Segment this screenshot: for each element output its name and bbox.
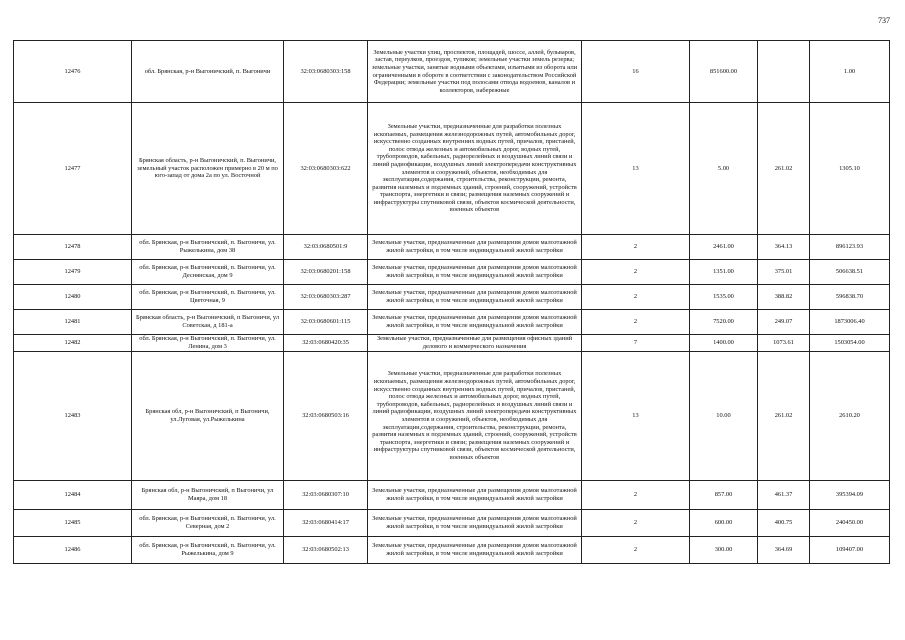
area-cell: 851600.00 bbox=[690, 41, 758, 103]
row-number: 12479 bbox=[14, 260, 132, 285]
row-number: 12481 bbox=[14, 310, 132, 335]
area-cell: 1400.00 bbox=[690, 335, 758, 352]
row-number: 12483 bbox=[14, 352, 132, 481]
address-cell: обл. Брянская, р-н Выгоничский, п. Выгоничи, ул. Деснянская, дом 9 bbox=[132, 260, 284, 285]
cadastral-number-cell: 32:03:0680307:10 bbox=[284, 481, 368, 510]
specific-value-cell bbox=[758, 41, 810, 103]
cadastral-value-cell: 506638.51 bbox=[810, 260, 890, 285]
cadastral-number-cell: 32:03:0680503:16 bbox=[284, 352, 368, 481]
group-code-cell: 13 bbox=[582, 103, 690, 235]
specific-value-cell: 364.13 bbox=[758, 235, 810, 260]
row-number: 12476 bbox=[14, 41, 132, 103]
row-number: 12484 bbox=[14, 481, 132, 510]
land-use-cell: Земельные участки, предназначенные для размещения домов малоэтажной жилой застройки, в том числе индивидуальной жилой застройки bbox=[368, 510, 582, 537]
cadastral-number-cell: 32:03:0680601:115 bbox=[284, 310, 368, 335]
specific-value-cell: 1073.61 bbox=[758, 335, 810, 352]
address-cell: обл. Брянская, р-н Выгоничский, п. Выгоничи bbox=[132, 41, 284, 103]
table-row bbox=[14, 481, 890, 510]
area-cell: 7520.00 bbox=[690, 310, 758, 335]
land-use-cell: Земельные участки, предназначенные для размещения домов малоэтажной жилой застройки, в том числе индивидуальной жилой застройки bbox=[368, 260, 582, 285]
area-cell: 600.00 bbox=[690, 510, 758, 537]
address-cell: Брянская область, р-н Выгоничский, п Выгоничи, ул Советская, д 181-а bbox=[132, 310, 284, 335]
area-cell: 300.00 bbox=[690, 537, 758, 564]
cadastral-value-cell: 1.00 bbox=[810, 41, 890, 103]
land-use-cell: Земельные участки, предназначенные для разработки полезных ископаемых, размещения железнодорожных путей, автомобильных дорог, искусственно созданных внутренних водных путей, причалов, пристаней, полос отвода железных и автомобильных дорог, водных путей, трубопроводов, кабельных, радиорелейных и воздушных линий связи и линий радиофикации, воздушных линий электропередачи конструктивных элементов и сооружений, объектов, необходимых для эксплуатации,содержания, строительства, реконструкции, ремонта, развития наземных и подземных зданий, строений, сооружений, устройств транспорта, энергетики и связи; размещения наземных сооружений и инфраструктуры спутниковой связи, объектов космической деятельности, военных объектов bbox=[368, 352, 582, 481]
cadastral-number-cell: 32:03:0680501:9 bbox=[284, 235, 368, 260]
cadastral-number-cell: 32:03:0680414:17 bbox=[284, 510, 368, 537]
cadastral-value-cell: 2610.20 bbox=[810, 352, 890, 481]
table-row bbox=[14, 235, 890, 260]
specific-value-cell: 375.01 bbox=[758, 260, 810, 285]
group-code-cell: 2 bbox=[582, 260, 690, 285]
address-cell: обл. Брянская, р-н Выгоничский, п. Выгоничи, ул. Ленина, дом 3 bbox=[132, 335, 284, 352]
row-number: 12485 bbox=[14, 510, 132, 537]
land-use-cell: Земельные участки, предназначенные для размещения домов малоэтажной жилой застройки, в том числе индивидуальной жилой застройки bbox=[368, 537, 582, 564]
page-number: 737 bbox=[878, 16, 890, 25]
row-number: 12477 bbox=[14, 103, 132, 235]
table-row bbox=[14, 260, 890, 285]
area-cell: 1535.00 bbox=[690, 285, 758, 310]
specific-value-cell: 364.69 bbox=[758, 537, 810, 564]
address-cell: Брянская область, р-н Выгоничский, п. Выгоничи, земельный участок расположен примерно в 20 м по юго-запад от дома 2а по ул. Восточной bbox=[132, 103, 284, 235]
cadastral-number-cell: 32:03:0680303:622 bbox=[284, 103, 368, 235]
cadastral-value-cell: 596838.70 bbox=[810, 285, 890, 310]
cadastral-number-cell: 32:03:0680201:158 bbox=[284, 260, 368, 285]
cadastral-number-cell: 32:03:0680303:287 bbox=[284, 285, 368, 310]
specific-value-cell: 388.82 bbox=[758, 285, 810, 310]
specific-value-cell: 261.02 bbox=[758, 352, 810, 481]
specific-value-cell: 400.75 bbox=[758, 510, 810, 537]
table-row bbox=[14, 352, 890, 481]
area-cell: 2461.00 bbox=[690, 235, 758, 260]
table-row bbox=[14, 537, 890, 564]
cadastral-value-cell: 1503054.00 bbox=[810, 335, 890, 352]
address-cell: обл. Брянская, р-н Выгоничский, п. Выгоничи, ул. Рыжелькина, дом 38 bbox=[132, 235, 284, 260]
group-code-cell: 2 bbox=[582, 510, 690, 537]
land-use-cell: Земельные участки, предназначенные для разработки полезных ископаемых, размещения железнодорожных путей, автомобильных дорог, искусственно созданных внутренних водных путей, причалов, пристаней, полос отвода железных и автомобильных дорог, водных путей, трубопроводов, кабельных, радиорелейных и воздушных линий связи и линий радиофикации, воздушных линий электропередачи конструктивных элементов и сооружений, объектов, необходимых для эксплуатации,содержания, строительства, реконструкции, ремонта, развития наземных и подземных зданий, строений, сооружений, устройств транспорта, энергетики и связи; размещения наземных сооружений и инфраструктуры спутниковой связи, объектов космической деятельности, военных объектов bbox=[368, 103, 582, 235]
row-number: 12486 bbox=[14, 537, 132, 564]
address-cell: обл. Брянская, р-н Выгоничский, п. Выгоничи, ул. Рыжелькина, дом 9 bbox=[132, 537, 284, 564]
address-cell: Брянская обл, р-н Выгоничский, п Выгоничи, ул.Луговая, ул.Рыжелькина bbox=[132, 352, 284, 481]
group-code-cell: 2 bbox=[582, 285, 690, 310]
table-row bbox=[14, 103, 890, 235]
cadastral-value-cell: 1873006.40 bbox=[810, 310, 890, 335]
group-code-cell: 2 bbox=[582, 481, 690, 510]
group-code-cell: 16 bbox=[582, 41, 690, 103]
row-number: 12480 bbox=[14, 285, 132, 310]
land-use-cell: Земельные участки улиц, проспектов, площадей, шоссе, аллей, бульваров, застав, переулков, проездов, тупиков; земельные участки земель резерва; земельные участки, занятые водными объектами, изъятыми из оборота или ограниченными в обороте в соответствии с законодательством Российской Федерации; земельные участки под полосами отвода водоемов, каналов и коллекторов, набережные bbox=[368, 41, 582, 103]
row-number: 12482 bbox=[14, 335, 132, 352]
cadastral-value-cell: 240450.00 bbox=[810, 510, 890, 537]
group-code-cell: 7 bbox=[582, 335, 690, 352]
area-cell: 1351.00 bbox=[690, 260, 758, 285]
specific-value-cell: 249.07 bbox=[758, 310, 810, 335]
area-cell: 5.00 bbox=[690, 103, 758, 235]
table-row bbox=[14, 310, 890, 335]
land-use-cell: Земельные участки, предназначенные для размещения домов малоэтажной жилой застройки, в том числе индивидуальной жилой застройки bbox=[368, 235, 582, 260]
address-cell: обл. Брянская, р-н Выгоничский, п. Выгоничи, ул. Цветочная, 9 bbox=[132, 285, 284, 310]
table-row bbox=[14, 285, 890, 310]
group-code-cell: 2 bbox=[582, 537, 690, 564]
table-row bbox=[14, 510, 890, 537]
group-code-cell: 13 bbox=[582, 352, 690, 481]
land-use-cell: Земельные участки, предназначенные для размещения домов малоэтажной жилой застройки, в том числе индивидуальной жилой застройки bbox=[368, 285, 582, 310]
address-cell: обл. Брянская, р-н Выгоничский, п. Выгоничи, ул. Северная, дом 2 bbox=[132, 510, 284, 537]
cadastral-value-cell: 109407.00 bbox=[810, 537, 890, 564]
table-row bbox=[14, 335, 890, 352]
cadastral-value-cell: 896123.93 bbox=[810, 235, 890, 260]
group-code-cell: 2 bbox=[582, 235, 690, 260]
specific-value-cell: 461.37 bbox=[758, 481, 810, 510]
specific-value-cell: 261.02 bbox=[758, 103, 810, 235]
area-cell: 10.00 bbox=[690, 352, 758, 481]
cadastral-value-cell: 395394.09 bbox=[810, 481, 890, 510]
cadastral-value-table bbox=[13, 40, 890, 564]
area-cell: 857.00 bbox=[690, 481, 758, 510]
land-use-cell: Земельные участки, предназначенные для размещения офисных зданий делового и коммерческого назначения bbox=[368, 335, 582, 352]
land-use-cell: Земельные участки, предназначенные для размещения домов малоэтажной жилой застройки, в том числе индивидуальной жилой застройки bbox=[368, 310, 582, 335]
cadastral-number-cell: 32:03:0680420:35 bbox=[284, 335, 368, 352]
cadastral-number-cell: 32:03:0680303:158 bbox=[284, 41, 368, 103]
row-number: 12478 bbox=[14, 235, 132, 260]
table-row bbox=[14, 41, 890, 103]
land-use-cell: Земельные участки, предназначенные для размещения домов малоэтажной жилой застройки, в том числе индивидуальной жилой застройки bbox=[368, 481, 582, 510]
address-cell: Брянская обл, р-н Выгоничский, п Выгоничи, ул Маяра, дом 18 bbox=[132, 481, 284, 510]
group-code-cell: 2 bbox=[582, 310, 690, 335]
cadastral-number-cell: 32:03:0680502:13 bbox=[284, 537, 368, 564]
cadastral-value-cell: 1305.10 bbox=[810, 103, 890, 235]
